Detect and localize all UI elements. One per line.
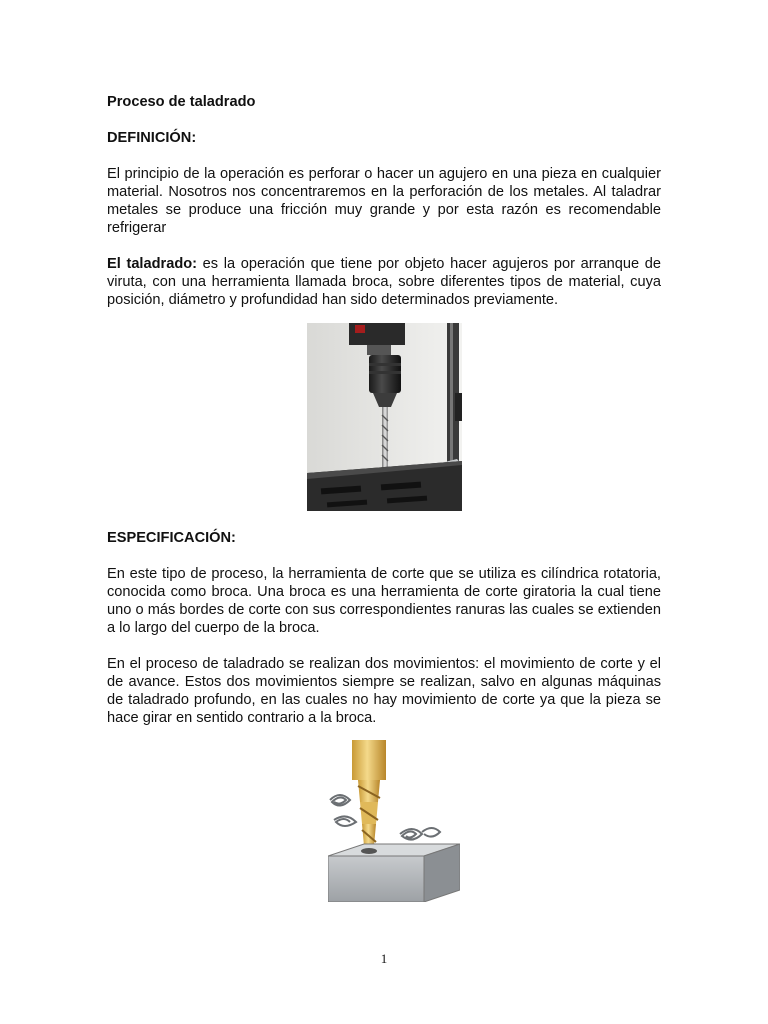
especificacion-section xyxy=(107,529,661,727)
taladrado-term: El taladrado: xyxy=(107,256,198,272)
definicion-paragraph: El principio de la operación es perforar o hacer un agujero en una pieza en cualquier material. Nosotros nos concentraremos en la perforación de los metales. Al taladrar metales se produce una fricción muy grande y por esta razón es recomendable refrigerar xyxy=(107,166,661,236)
especificacion-paragraph-1: En este tipo de proceso, la herramienta de corte que se utiliza es cilíndrica rotatoria, conocida como broca. Una broca es una herramienta de corte giratoria la cual tiene uno o más bordes de corte con sus correspondientes ranuras las cuales se extienden a lo largo del cuerpo de la broca. xyxy=(107,566,661,636)
document-body xyxy=(107,93,661,309)
drill-press-photo xyxy=(307,323,462,511)
drill-bit-illustration xyxy=(328,740,460,902)
especificacion-paragraph-2: En el proceso de taladrado se realizan dos movimientos: el movimiento de corte y el de avance. Estos dos movimientos siempre se realizan, salvo en algunas máquinas de taladrado profundo, en las cuales no hay movimiento de corte ya que la pieza se hace girar en sentido contrario a la broca. xyxy=(107,656,661,726)
definicion-heading: DEFINICIÓN: xyxy=(107,130,197,146)
document-title: Proceso de taladrado xyxy=(107,94,256,110)
taladrado-paragraph xyxy=(107,255,661,309)
taladrado-definition: es la operación que tiene por objeto hacer agujeros por arranque de viruta, con una herramienta llamada broca, sobre diferentes tipos de material, cuya posición, diámetro y profundidad han sido determinados previamente. xyxy=(107,256,662,308)
page-number: 1 xyxy=(380,951,388,966)
especificacion-heading: ESPECIFICACIÓN: xyxy=(107,530,236,546)
